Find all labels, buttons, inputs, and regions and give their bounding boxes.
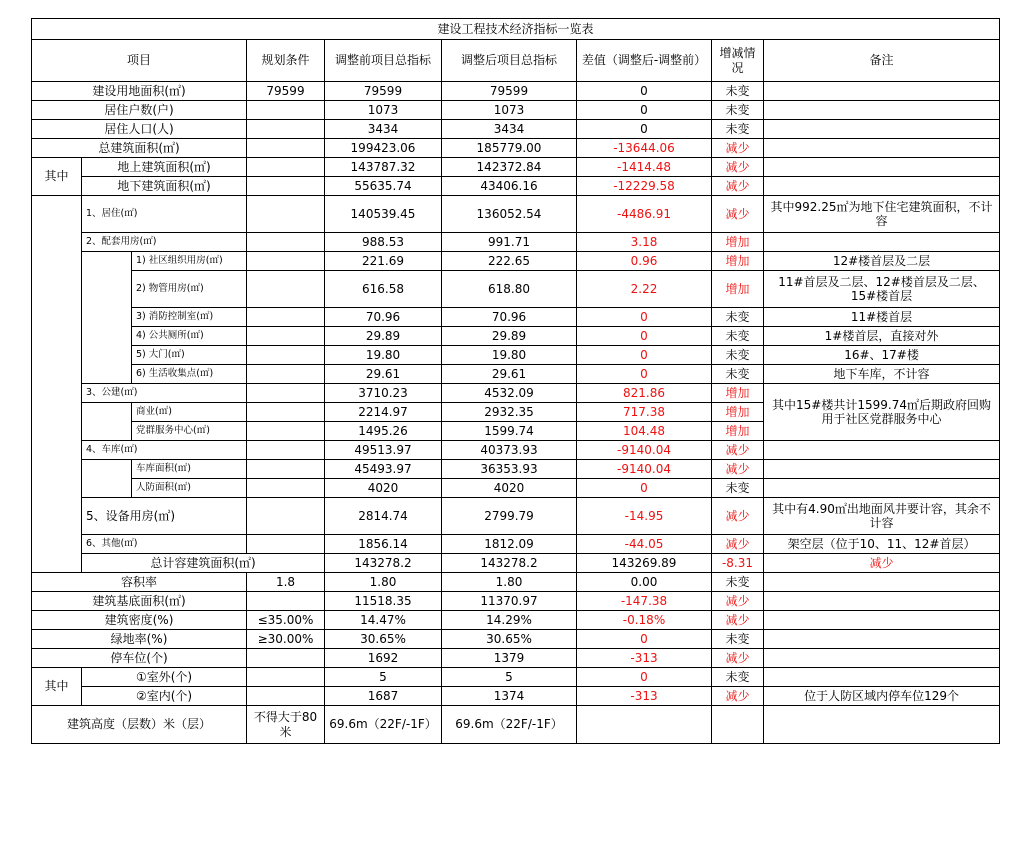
row-label: 绿地率(%): [32, 630, 247, 649]
cell-after: 2799.79: [442, 498, 577, 535]
cell-diff: -8.31: [712, 554, 764, 573]
cell-note: [764, 139, 1000, 158]
cell-planning: [247, 365, 325, 384]
row-label: 地上建筑面积(㎡): [82, 158, 247, 177]
cell-change: 减少: [712, 460, 764, 479]
cell-planning: [247, 101, 325, 120]
row-label: 党群服务中心(㎡): [132, 422, 247, 441]
cell-change: 未变: [712, 82, 764, 101]
cell-before: 49513.97: [325, 441, 442, 460]
cell-before: 19.80: [325, 346, 442, 365]
cell-planning: [247, 233, 325, 252]
table-row: [32, 233, 1000, 252]
cell-planning: [247, 668, 325, 687]
cell-note: [764, 668, 1000, 687]
table-row: [32, 139, 1000, 158]
cell-change: 减少: [712, 687, 764, 706]
cell-before: 1.80: [325, 573, 442, 592]
cell-after: 70.96: [442, 308, 577, 327]
cell-note: 1#楼首层，直接对外: [764, 327, 1000, 346]
row-label: 建筑密度(%): [32, 611, 247, 630]
cell-before: 29.61: [325, 365, 442, 384]
row-label: 人防面积(㎡): [132, 479, 247, 498]
cell-planning: [247, 252, 325, 271]
cell-after: 136052.54: [442, 196, 577, 233]
cell-note: [764, 630, 1000, 649]
table-row: [32, 101, 1000, 120]
cell-diff: 0: [577, 82, 712, 101]
row-label: 建设用地面积(㎡): [32, 82, 247, 101]
cell-change: 减少: [712, 649, 764, 668]
cell-note: [764, 611, 1000, 630]
cell-change: 增加: [712, 422, 764, 441]
cell-change: 减少: [712, 177, 764, 196]
cell-note: [764, 233, 1000, 252]
cell-planning: [247, 196, 325, 233]
cell-after: 1.80: [442, 573, 577, 592]
row-label: 停车位(个): [32, 649, 247, 668]
cell-note: 位于人防区域内停车位129个: [764, 687, 1000, 706]
cell-change: 减少: [712, 158, 764, 177]
cell-after: 1073: [442, 101, 577, 120]
cell-diff: 0.96: [577, 252, 712, 271]
cell-note: [764, 573, 1000, 592]
cell-before: 199423.06: [325, 139, 442, 158]
cell-note: [764, 441, 1000, 460]
cell-before: 29.89: [325, 327, 442, 346]
cell-diff: -0.18%: [577, 611, 712, 630]
cell-after: 29.89: [442, 327, 577, 346]
cell-planning: ≤35.00%: [247, 611, 325, 630]
row-label: 2、配套用房(㎡): [82, 233, 247, 252]
cell-diff: -313: [577, 649, 712, 668]
cell-diff: 0.00: [577, 573, 712, 592]
row-label: 车库面积(㎡): [132, 460, 247, 479]
table-title: 建设工程技术经济指标一览表: [32, 19, 1000, 40]
cell-note: [764, 177, 1000, 196]
table-row: [32, 252, 1000, 271]
cell-diff: -13644.06: [577, 139, 712, 158]
cell-after: 5: [442, 668, 577, 687]
cell-before: 14.47%: [325, 611, 442, 630]
spacer-cell: [82, 403, 132, 441]
cell-change: 未变: [712, 346, 764, 365]
table-row: [32, 308, 1000, 327]
table-row: [32, 630, 1000, 649]
row-label: 1) 社区组织用房(㎡): [132, 252, 247, 271]
cell-planning: [247, 441, 325, 460]
cell-note: 其中15#楼共计1599.74㎡后期政府回购用于社区党群服务中心: [764, 384, 1000, 441]
cell-change: 减少: [712, 441, 764, 460]
row-label: 商业(㎡): [132, 403, 247, 422]
table-row: [32, 177, 1000, 196]
cell-planning: [247, 384, 325, 403]
table-row: [32, 573, 1000, 592]
cell-diff: 0: [577, 327, 712, 346]
cell-after: 1374: [442, 687, 577, 706]
cell-diff: 2.22: [577, 271, 712, 308]
cell-diff: -9140.04: [577, 441, 712, 460]
cell-change: 未变: [712, 365, 764, 384]
cell-diff: [577, 706, 712, 744]
cell-after: 69.6m（22F/-1F）: [442, 706, 577, 744]
row-label: 总建筑面积(㎡): [32, 139, 247, 158]
cell-before: 140539.45: [325, 196, 442, 233]
cell-before: 1495.26: [325, 422, 442, 441]
row-label: 6、其他(㎡): [82, 535, 247, 554]
cell-diff: -1414.48: [577, 158, 712, 177]
cell-before: 143787.32: [325, 158, 442, 177]
cell-diff: 104.48: [577, 422, 712, 441]
cell-change: 未变: [712, 101, 764, 120]
cell-diff: 0: [577, 630, 712, 649]
row-label: 3、公建(㎡): [82, 384, 247, 403]
cell-planning: [247, 271, 325, 308]
cell-planning: [247, 120, 325, 139]
cell-planning: 143278.2: [325, 554, 442, 573]
table-row: [32, 82, 1000, 101]
header-before: 调整前项目总指标: [325, 40, 442, 82]
cell-before: 45493.97: [325, 460, 442, 479]
cell-after: 40373.93: [442, 441, 577, 460]
row-label: 5) 大门(㎡): [132, 346, 247, 365]
cell-note: 11#楼首层: [764, 308, 1000, 327]
cell-change: 未变: [712, 573, 764, 592]
cell-before: 221.69: [325, 252, 442, 271]
cell-change: 未变: [712, 120, 764, 139]
cell-planning: [247, 139, 325, 158]
cell-diff: -4486.91: [577, 196, 712, 233]
cell-diff: 0: [577, 120, 712, 139]
cell-before: 2814.74: [325, 498, 442, 535]
spacer-cell: [82, 460, 132, 498]
table-row: [32, 120, 1000, 139]
table-row: [32, 271, 1000, 308]
cell-diff: -313: [577, 687, 712, 706]
cell-after: 222.65: [442, 252, 577, 271]
cell-change: 未变: [712, 479, 764, 498]
cell-planning: [247, 649, 325, 668]
cell-change: 减少: [712, 611, 764, 630]
table-row: [32, 668, 1000, 687]
cell-change: 减少: [764, 554, 1000, 573]
header-note: 备注: [764, 40, 1000, 82]
cell-after: 991.71: [442, 233, 577, 252]
cell-note: [764, 120, 1000, 139]
cell-change: 未变: [712, 327, 764, 346]
header-planning: 规划条件: [247, 40, 325, 82]
table-row: [32, 592, 1000, 611]
cell-note: [764, 649, 1000, 668]
cell-note: [764, 706, 1000, 744]
row-label: 建筑高度（层数）米（层）: [32, 706, 247, 744]
cell-planning: 1.8: [247, 573, 325, 592]
row-label: 3) 消防控制室(㎡): [132, 308, 247, 327]
cell-note: [764, 592, 1000, 611]
cell-after: 1812.09: [442, 535, 577, 554]
spacer-cell: [32, 196, 82, 573]
cell-before: 3710.23: [325, 384, 442, 403]
row-label: 总计容建筑面积(㎡): [82, 554, 325, 573]
header-change: 增减情况: [712, 40, 764, 82]
cell-planning: 不得大于80米: [247, 706, 325, 744]
cell-diff: 717.38: [577, 403, 712, 422]
cell-note: [764, 82, 1000, 101]
cell-planning: [247, 403, 325, 422]
cell-change: 未变: [712, 308, 764, 327]
cell-before: 79599: [325, 82, 442, 101]
cell-after: 142372.84: [442, 158, 577, 177]
group-label: 其中: [32, 668, 82, 706]
cell-planning: [247, 422, 325, 441]
cell-diff: -44.05: [577, 535, 712, 554]
row-label: ①室外(个): [82, 668, 247, 687]
cell-diff: 0: [577, 346, 712, 365]
cell-diff: 821.86: [577, 384, 712, 403]
cell-diff: -14.95: [577, 498, 712, 535]
cell-planning: [247, 592, 325, 611]
cell-after: 3434: [442, 120, 577, 139]
table-row: [32, 158, 1000, 177]
cell-before: 70.96: [325, 308, 442, 327]
cell-note: [764, 101, 1000, 120]
table-row: [32, 535, 1000, 554]
cell-after: 36353.93: [442, 460, 577, 479]
indicator-table: [31, 18, 1000, 744]
cell-change: 未变: [712, 668, 764, 687]
row-label: 容积率: [32, 573, 247, 592]
cell-diff: 0: [577, 479, 712, 498]
cell-before: 5: [325, 668, 442, 687]
row-label: 1、居住(㎡): [82, 196, 247, 233]
row-label: 居住人口(人): [32, 120, 247, 139]
header-item: 项目: [32, 40, 247, 82]
cell-before: 69.6m（22F/-1F）: [325, 706, 442, 744]
cell-planning: [247, 460, 325, 479]
cell-before: 4020: [325, 479, 442, 498]
cell-note: 12#楼首层及二层: [764, 252, 1000, 271]
cell-before: 2214.97: [325, 403, 442, 422]
cell-note: [764, 158, 1000, 177]
cell-after: 19.80: [442, 346, 577, 365]
row-label: 4) 公共厕所(㎡): [132, 327, 247, 346]
cell-before: 988.53: [325, 233, 442, 252]
cell-diff: -147.38: [577, 592, 712, 611]
cell-note: 地下车库，不计容: [764, 365, 1000, 384]
cell-change: [712, 706, 764, 744]
cell-before: 1856.14: [325, 535, 442, 554]
cell-before: 3434: [325, 120, 442, 139]
cell-diff: 3.18: [577, 233, 712, 252]
row-label: 5、设备用房(㎡): [82, 498, 247, 535]
group-label: 其中: [32, 158, 82, 196]
table-row: [32, 649, 1000, 668]
header-diff: 差值（调整后-调整前）: [577, 40, 712, 82]
cell-note: 其中992.25㎡为地下住宅建筑面积，不计容: [764, 196, 1000, 233]
cell-before: 1692: [325, 649, 442, 668]
row-label: 地下建筑面积(㎡): [82, 177, 247, 196]
cell-change: 增加: [712, 384, 764, 403]
cell-before: 1073: [325, 101, 442, 120]
table-row: [32, 687, 1000, 706]
table-row: [32, 479, 1000, 498]
cell-planning: [247, 687, 325, 706]
cell-change: 未变: [712, 630, 764, 649]
cell-change: 增加: [712, 252, 764, 271]
table-row: [32, 460, 1000, 479]
cell-note: 11#首层及二层、12#楼首层及二层、15#楼首层: [764, 271, 1000, 308]
table-row: [32, 196, 1000, 233]
row-label: 4、车库(㎡): [82, 441, 247, 460]
cell-planning: [247, 177, 325, 196]
cell-planning: [247, 158, 325, 177]
cell-after: 4020: [442, 479, 577, 498]
cell-after: 11370.97: [442, 592, 577, 611]
cell-change: 减少: [712, 592, 764, 611]
cell-before: 616.58: [325, 271, 442, 308]
cell-diff: 0: [577, 365, 712, 384]
spacer-cell: [82, 252, 132, 384]
table-row: [32, 611, 1000, 630]
cell-planning: [247, 498, 325, 535]
cell-before: 55635.74: [325, 177, 442, 196]
row-label: 居住户数(户): [32, 101, 247, 120]
cell-before: 11518.35: [325, 592, 442, 611]
cell-change: 减少: [712, 139, 764, 158]
table-row: [32, 498, 1000, 535]
table-row: [32, 441, 1000, 460]
cell-change: 增加: [712, 271, 764, 308]
cell-planning: ≥30.00%: [247, 630, 325, 649]
cell-change: 增加: [712, 403, 764, 422]
cell-planning: [247, 308, 325, 327]
cell-before: 30.65%: [325, 630, 442, 649]
cell-note: [764, 460, 1000, 479]
cell-after: 14.29%: [442, 611, 577, 630]
cell-note: 架空层（位于10、11、12#首层）: [764, 535, 1000, 554]
cell-note: 16#、17#楼: [764, 346, 1000, 365]
table-row: [32, 346, 1000, 365]
table-row: [32, 384, 1000, 403]
cell-change: 减少: [712, 498, 764, 535]
cell-after: 1379: [442, 649, 577, 668]
cell-diff: -9140.04: [577, 460, 712, 479]
cell-before: 1687: [325, 687, 442, 706]
cell-planning: [247, 346, 325, 365]
table-row: [32, 365, 1000, 384]
cell-after: 185779.00: [442, 139, 577, 158]
cell-planning: [247, 535, 325, 554]
cell-change: 减少: [712, 196, 764, 233]
cell-note: [764, 479, 1000, 498]
cell-diff: 0: [577, 101, 712, 120]
cell-after: 29.61: [442, 365, 577, 384]
cell-before: 143278.2: [442, 554, 577, 573]
cell-planning: 79599: [247, 82, 325, 101]
cell-after: 43406.16: [442, 177, 577, 196]
row-label: ②室内(个): [82, 687, 247, 706]
cell-diff: 0: [577, 308, 712, 327]
cell-after: 4532.09: [442, 384, 577, 403]
row-label: 6) 生活收集点(㎡): [132, 365, 247, 384]
cell-planning: [247, 479, 325, 498]
cell-diff: 0: [577, 668, 712, 687]
table-row: [32, 554, 1000, 573]
cell-after: 143269.89: [577, 554, 712, 573]
cell-after: 618.80: [442, 271, 577, 308]
row-label: 2) 物管用房(㎡): [132, 271, 247, 308]
table-row: [32, 706, 1000, 744]
cell-change: 减少: [712, 535, 764, 554]
cell-after: 1599.74: [442, 422, 577, 441]
cell-after: 2932.35: [442, 403, 577, 422]
cell-planning: [247, 327, 325, 346]
cell-after: 30.65%: [442, 630, 577, 649]
row-label: 建筑基底面积(㎡): [32, 592, 247, 611]
table-row: [32, 327, 1000, 346]
cell-note: 其中有4.90㎡出地面风井要计容，其余不计容: [764, 498, 1000, 535]
cell-change: 增加: [712, 233, 764, 252]
cell-diff: -12229.58: [577, 177, 712, 196]
header-after: 调整后项目总指标: [442, 40, 577, 82]
cell-after: 79599: [442, 82, 577, 101]
